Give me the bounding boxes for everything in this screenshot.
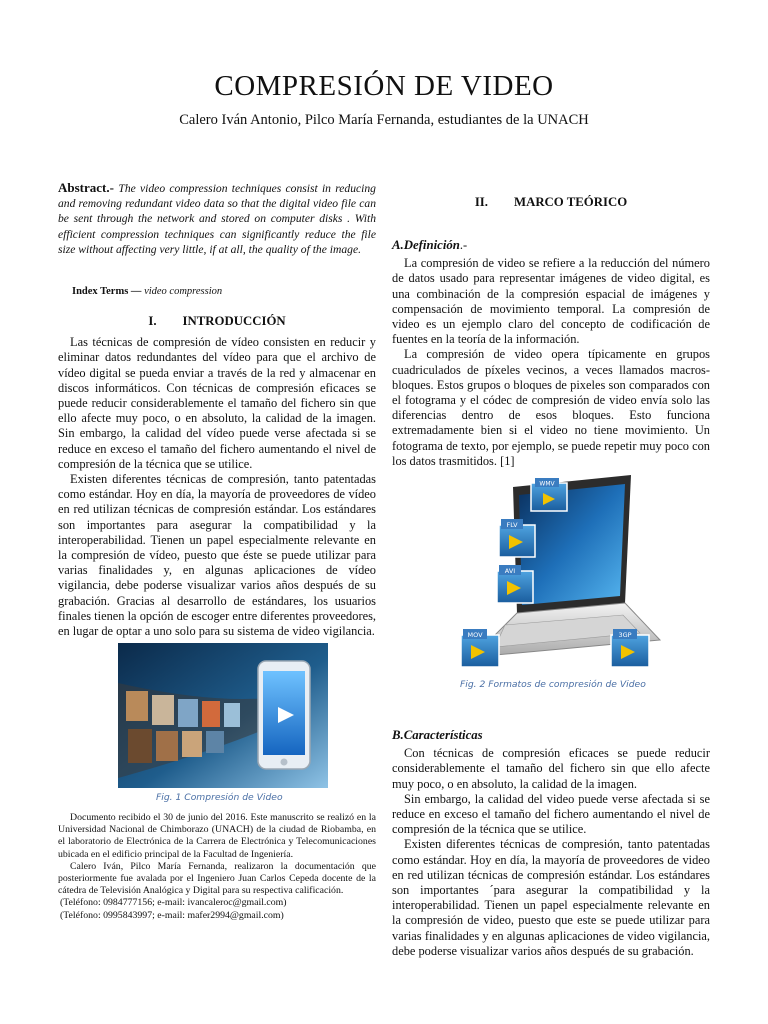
subsection-definicion — [392, 238, 710, 469]
caracteristicas-paragraph-3: Existen diferentes técnicas de compresión, tanto patentadas como estándar. Hoy en día, la mayoría de proveedores de video en red utilizan técnicas de compresión estándar. Los estándares son importantes ´para asegurar la compatibilidad y la interoperabilidad. Tienen un papel especialmente relevante en la compresión de video, puesto que este se puede utilizar para varias finalidades y en algunas aplicaciones de video vigilancia, debe poderse visualizar varios años después de su grabación. — [392, 837, 710, 958]
definicion-paragraph-1: La compresión de video se refiere a la reducción del número de datos usado para representar imágenes de video digital, es una combinación de la compresión espacial de imágenes y compensación de movimiento temporal. La compresión de video es un ejemplo claro del concepto de codificación de fuentes en la teoría de la información. — [392, 256, 710, 347]
footnote-paragraph-2: Calero Iván, Pilco María Fernanda, realizaron la documentación que posteriormente fue avalada por el Ingeniero Juan Carlos Cepeda docente de la cátedra de Televisión Analógica y Digital para su respectiva calificación. — [58, 860, 376, 897]
paper-authors: Calero Iván Antonio, Pilco María Fernanda, estudiantes de la UNACH — [179, 112, 589, 128]
section-title-2: MARCO TEÓRICO — [514, 195, 628, 209]
wmv-icon — [531, 478, 567, 511]
figure-2-image — [455, 475, 665, 675]
figure-2-caption: Fig. 2 Formatos de compresión de Video — [460, 679, 646, 690]
footnote-phone-1: (Teléfono: 0984777156; e-mail: ivancaleroc@gmail.com) — [60, 897, 287, 909]
index-terms-text: video compression — [144, 286, 223, 297]
footnote-phone-2: (Teléfono: 0995843997; e-mail: mafer2994@gmail.com) — [60, 909, 284, 921]
format-label-avi: AVI — [504, 567, 516, 575]
flv-icon — [499, 519, 535, 557]
caracteristicas-paragraph-1: Con técnicas de compresión eficaces se puede reducir considerablemente el tamaño del fichero sin que ello afecte muy poco, o en absoluto, la calidad de la imagen. — [392, 746, 710, 791]
section-number-2: II. — [474, 195, 488, 209]
footnote — [58, 812, 376, 922]
section-heading-1 — [58, 314, 376, 329]
section-title-1: INTRODUCCIÓN — [182, 314, 286, 328]
section-marco-teorico — [392, 195, 710, 210]
figure-1-image — [118, 643, 328, 788]
index-terms-label: Index Terms — — [72, 286, 142, 297]
subsection-caracteristicas — [392, 728, 710, 959]
section-heading-2 — [392, 195, 710, 210]
3gp-icon — [611, 629, 649, 667]
paper-title: COMPRESIÓN DE VIDEO — [214, 70, 554, 102]
intro-paragraph-1: Las técnicas de compresión de vídeo consisten en reducir y eliminar datos redundantes del vídeo para que el archivo de vídeo digital se pueda enviar a través de la red y almacenar en discos informáticos. Con técnicas de compresión eficaces se puede reducir considerablemente el tamaño del fichero sin que ello afecte muy poco, o en absoluto, la calidad de la imagen. Sin embargo, la calidad del vídeo puede verse afectada si se reduce en exceso el tamaño del fichero aumentando el nivel de compresión de la técnica que se utilice. — [58, 335, 376, 471]
format-label-mov: MOV — [467, 631, 483, 639]
subsection-b-label: B.Características — [392, 728, 483, 742]
caracteristicas-paragraph-2: Sin embargo, la calidad del video puede verse afectada si se reduce en exceso el tamaño del fichero aumentando el nivel de compresión de la técnica que se utilice. — [392, 791, 710, 837]
index-terms — [72, 286, 222, 297]
avi-icon — [497, 565, 533, 603]
footnote-paragraph-1: Documento recibido el 30 de junio del 2016. Este manuscrito se realizó en la Universidad Nacional de Chimborazo (UNACH) de la ciudad de Riobamba, en el laboratorio de Electrónica de la Carrera de Electrónica y Telecomunicaciones ubicada en el edificio principal de la Facultad de Ingeniería. — [58, 812, 376, 860]
abstract-text: The video compression techniques consist in reducing and removing redundant video data so that the digital video file can be sent through the network and stored on computer disks . With efficient compression techniques can significantly reduce the file size without affecting very little, if at all, the quality of the image. — [58, 182, 376, 256]
intro-paragraph-2: Existen diferentes técnicas de compresión, tanto patentadas como estándar. Hoy en día, la mayoría de proveedores de vídeo en red utilizan técnicas de compresión estándar. Los estándares son importantes para asegurar la compatibilidad y la interoperabilidad. Tienen un papel especialmente relevante en la compresión de vídeo, puesto que éste se puede utilizar para varias finalidades y, en algunas aplicaciones de vídeo vigilancia, debe poderse visualizar varios años después de su grabación. Gracias al desarrollo de estándares, los usuarios finales tienen la opción de escoger entre diferentes proveedores, en lugar de optar a uno solo para su sistema de video vigilancia. — [58, 472, 376, 639]
format-label-flv: FLV — [506, 521, 518, 529]
definicion-paragraph-2: La compresión de video opera típicamente en grupos cuadriculados de píxeles vecinos, a veces llamados macros-bloques. Estos grupos o bloques de pixeles son comparados con el fotograma y el códec de compresión de video envía solo las diferencias dentro de esos bloques. Esto funciona extremadamente bien si el video no tiene movimiento. Un fotograma de texto, por ejemplo, se puede repetir muy poco con los datos trasmitidos. [1] — [392, 347, 710, 468]
figure-1-caption: Fig. 1 Compresión de Video — [156, 792, 283, 803]
mov-icon — [461, 629, 499, 667]
subsection-a-suffix: .- — [459, 238, 468, 252]
format-label-3gp: 3GP — [618, 631, 632, 639]
section-introduccion — [58, 314, 376, 639]
section-number-1: I. — [148, 314, 157, 328]
subsection-a-label: A.Definición — [392, 238, 460, 252]
format-label-wmv: WMV — [539, 480, 555, 488]
abstract — [58, 180, 376, 257]
abstract-label: Abstract.- — [58, 180, 114, 195]
